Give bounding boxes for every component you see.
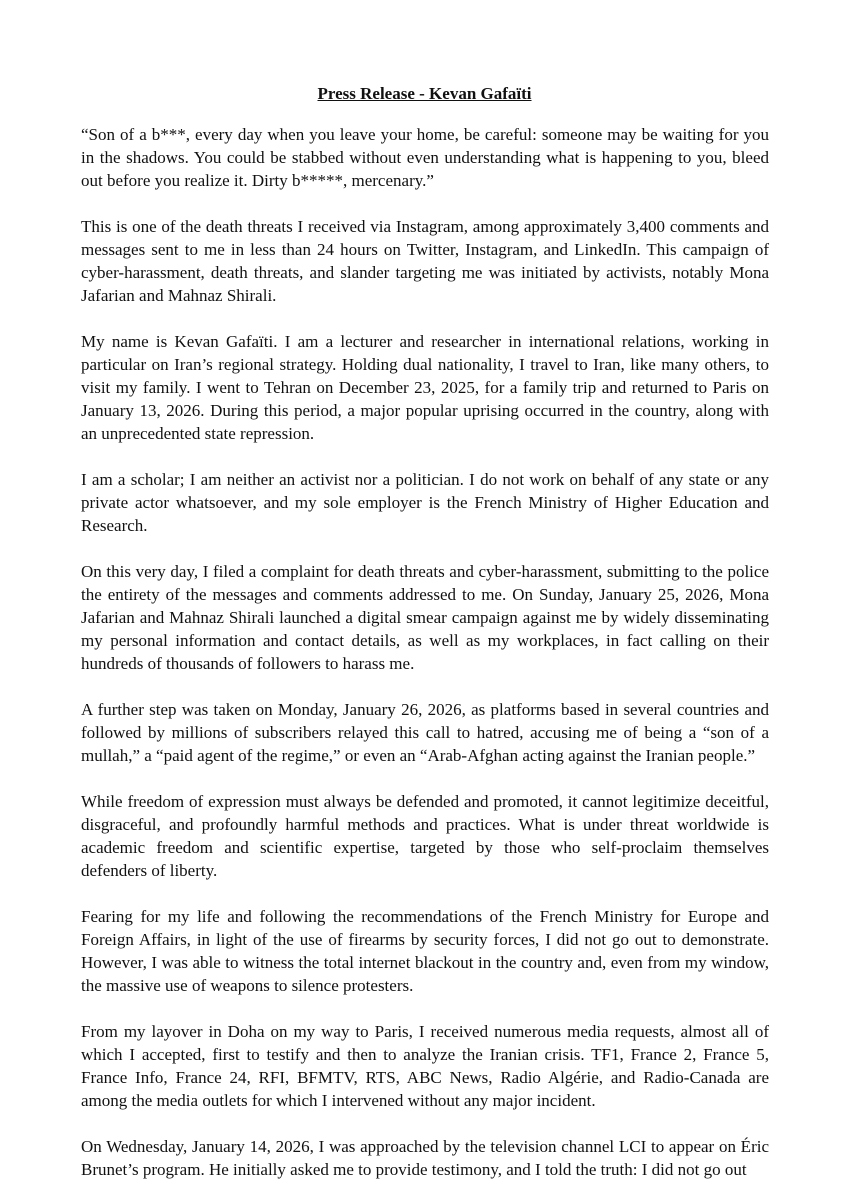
paragraph-introduction: My name is Kevan Gafaïti. I am a lecturer and researcher in international relations, working in particular on Iran’s regional strategy. Holding dual nationality, I travel to Iran, like many others, to visit my family. I went to Tehran on December 23, 2025, for a family trip and returned to Paris on January 13, 2026. During this period, a major popular uprising occurred in the country, along with an unprecedented state repression.: [81, 332, 769, 443]
paragraph-escalation: A further step was taken on Monday, January 26, 2026, as platforms based in several countries and followed by millions of subscribers relayed this call to hatred, accusing me of being a “son of a mullah,” a “paid agent of the regime,” or even an “Arab-Afghan acting against the Iranian people.”: [81, 700, 769, 765]
paragraph-witness: Fearing for my life and following the recommendations of the French Ministry for Europe and Foreign Affairs, in light of the use of firearms by security forces, I did not go out to demonstrate. However, I was able to witness the total internet blackout in the country and, even from my window, the massive use of weapons to silence protesters.: [81, 907, 769, 995]
paragraph-freedom-of-expression: While freedom of expression must always be defended and promoted, it cannot legitimize deceitful, disgraceful, and profoundly harmful methods and practices. What is under threat worldwide is academic freedom and scientific expertise, targeted by those who self-proclaim themselves defenders of liberty.: [81, 792, 769, 880]
paragraph-lci-appearance: On Wednesday, January 14, 2026, I was approached by the television channel LCI to appear on Éric Brunet’s program. He initially asked me to provide testimony, and I told the truth: I did not go out: [81, 1137, 769, 1179]
paragraph-media-requests: From my layover in Doha on my way to Paris, I received numerous media requests, almost all of which I accepted, first to testify and then to analyze the Iranian crisis. TF1, France 2, France 5, France Info, France 24, RFI, BFMTV, RTS, ABC News, Radio Algérie, and Radio-Canada are among the media outlets for which I intervened without any major incident.: [81, 1022, 769, 1110]
document-body: [81, 123, 769, 1181]
paragraph-complaint: On this very day, I filed a complaint for death threats and cyber-harassment, submitting to the police the entirety of the messages and comments addressed to me. On Sunday, January 25, 2026, Mona Jafarian and Mahnaz Shirali launched a digital smear campaign against me by widely disseminating my personal information and contact details, as well as my workplaces, in fact calling on their hundreds of thousands of followers to harass me.: [81, 562, 769, 673]
paragraph-threats-context: This is one of the death threats I received via Instagram, among approximately 3,400 comments and messages sent to me in less than 24 hours on Twitter, Instagram, and LinkedIn. This campaign of cyber-harassment, death threats, and slander targeting me was initiated by activists, notably Mona Jafarian and Mahnaz Shirali.: [81, 217, 769, 305]
paragraph-threat-quote: “Son of a b***, every day when you leave your home, be careful: someone may be waiting for you in the shadows. You could be stabbed without even understanding what is happening to you, bleed out before you realize it. Dirty b*****, mercenary.”: [81, 125, 769, 190]
page-title: Press Release - Kevan Gafaïti: [317, 84, 532, 103]
paragraph-scholar-status: I am a scholar; I am neither an activist nor a politician. I do not work on behalf of any state or any private actor whatsoever, and my sole employer is the French Ministry of Higher Education and Research.: [81, 470, 769, 535]
